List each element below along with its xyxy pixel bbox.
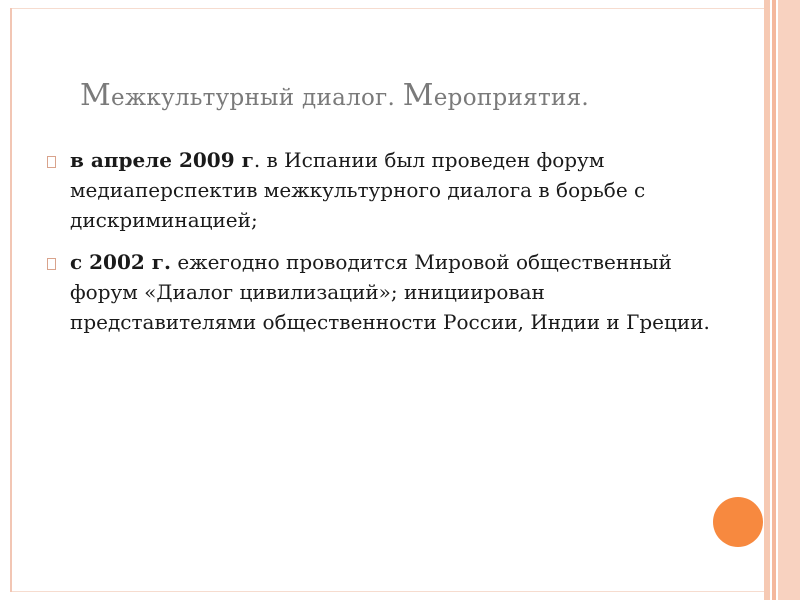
bullet-bold-text: с 2002 г. (70, 250, 171, 274)
slide-bottom-border (10, 591, 765, 592)
title-part: М (402, 78, 434, 113)
decor-stripe (778, 0, 800, 600)
list-item (45, 247, 735, 337)
bullet-icon (47, 156, 56, 168)
title-part: М (80, 78, 112, 113)
bullet-list (45, 145, 735, 349)
list-item (45, 145, 735, 235)
decor-stripe (772, 0, 776, 600)
title-part: ежкультурный диалог. (111, 85, 403, 111)
slide-left-border (10, 8, 12, 592)
title-part: ероприятия. (433, 85, 590, 111)
bullet-text: . в Испании был проведен форум медиаперспектив межкультурного диалога в борьбе с дискриминацией; (70, 148, 646, 232)
bullet-icon (47, 258, 56, 270)
bullet-bold-text: в апреле 2009 г (70, 148, 254, 172)
slide-top-border (10, 8, 765, 9)
bullet-text: ежегодно проводится Мировой общественный форум «Диалог цивилизаций»; инициирован представителями общественности России, Индии и Греции. (70, 250, 710, 334)
decor-stripe (764, 0, 770, 600)
slide-title (80, 78, 740, 113)
decor-circle (713, 497, 763, 547)
